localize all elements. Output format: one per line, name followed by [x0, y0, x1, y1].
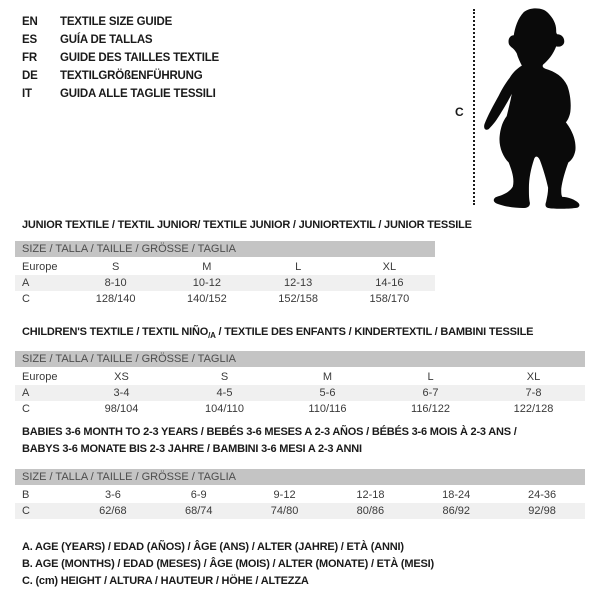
cell: 158/170	[369, 293, 410, 305]
title-prefix: CHILDREN'S TEXTILE / TEXTIL NIÑO	[22, 326, 209, 338]
section-title: JUNIOR TEXTILE / TEXTIL JUNIOR/ TEXTILE JUNIOR / JUNIORTEXTIL / JUNIOR TESSILE	[22, 219, 472, 231]
childrens-size-table	[15, 351, 585, 417]
lang-row-de	[22, 67, 219, 85]
section-title	[22, 424, 585, 458]
lang-code: FR	[22, 52, 37, 64]
title-suffix: / TEXTILE DES ENFANTS / KINDERTEXTIL / BAMBINI TESSILE	[215, 326, 534, 338]
legend-notes	[22, 539, 434, 590]
cell: 14-16	[375, 277, 404, 289]
title-line-2: BABYS 3-6 MONATE BIS 2-3 JAHRE / BAMBINI 3-6 MESI A 2-3 ANNI	[22, 443, 362, 455]
cell: 152/158	[278, 293, 318, 305]
cell: 3-6	[104, 489, 121, 501]
cell: 140/152	[186, 293, 227, 305]
size-header-row	[15, 469, 585, 486]
lang-code: EN	[22, 16, 38, 28]
size-header: SIZE / TALLA / TAILLE / GRÖSSE / TAGLIA	[15, 469, 585, 486]
height-measure-figure	[450, 5, 598, 210]
cell: 9-12	[273, 489, 296, 501]
note-age-years: A. AGE (YEARS) / EDAD (AÑOS) / ÂGE (ANS) / ALTER (JAHRE) / ETÀ (ANNI)	[22, 541, 404, 553]
row-label: C	[22, 505, 30, 517]
cell: 128/140	[95, 293, 136, 305]
size-header: SIZE / TALLA / TAILLE / GRÖSSE / TAGLIA	[15, 351, 585, 368]
lang-row-es	[22, 31, 219, 49]
cell: 4-5	[216, 387, 233, 400]
row-label: A	[22, 277, 30, 289]
lang-code: ES	[22, 34, 37, 46]
cell: 18-24	[442, 489, 471, 501]
cell: L	[295, 261, 302, 273]
table-row-age	[15, 275, 435, 291]
lang-row-it	[22, 85, 219, 103]
cell: 12-13	[284, 277, 313, 289]
row-label: Europe	[22, 371, 58, 384]
cell: 7-8	[525, 387, 542, 400]
cell: 10-12	[192, 277, 221, 289]
table-row-age	[15, 385, 585, 401]
lang-title: GUIDE DES TAILLES TEXTILE	[60, 52, 219, 64]
cell: 5-6	[319, 387, 336, 400]
cell: M	[322, 371, 333, 384]
cell: 6-7	[422, 387, 439, 400]
cell: 24-36	[528, 489, 557, 501]
size-header-row	[15, 241, 435, 258]
toddler-silhouette-icon	[481, 7, 593, 209]
table-row-europe	[15, 258, 435, 275]
lang-title: TEXTILGRÖßENFÜHRUNG	[60, 70, 203, 82]
cell: M	[202, 261, 212, 273]
lang-title: GUIDA ALLE TAGLIE TESSILI	[60, 88, 216, 100]
language-title-list	[22, 13, 219, 103]
lang-row-en	[22, 13, 219, 31]
cell: 104/110	[205, 403, 244, 416]
lang-title: GUÍA DE TALLAS	[60, 34, 153, 46]
junior-size-table	[15, 241, 435, 307]
cell: 122/128	[513, 403, 554, 416]
note-age-months: B. AGE (MONTHS) / EDAD (MESES) / ÂGE (MOIS) / ALTER (MONATE) / ETÀ (MESI)	[22, 558, 434, 570]
cell: 68/74	[184, 505, 213, 517]
cell: XL	[382, 261, 397, 273]
cell: S	[111, 261, 120, 273]
section-childrens-textile	[15, 326, 585, 417]
measure-c-label: C	[455, 105, 464, 119]
cell: 80/86	[356, 505, 385, 517]
row-label: C	[22, 403, 30, 416]
title-subscript: /A	[208, 331, 216, 341]
cell: 6-9	[190, 489, 207, 501]
babies-size-table	[15, 469, 585, 519]
row-label: A	[22, 387, 30, 400]
lang-title: TEXTILE SIZE GUIDE	[60, 16, 173, 28]
cell: XL	[526, 371, 541, 384]
section-junior-textile	[15, 219, 472, 307]
cell: 116/122	[411, 403, 450, 416]
row-label: Europe	[22, 261, 58, 273]
row-label: B	[22, 489, 30, 501]
cell: 3-4	[113, 387, 130, 400]
table-row-height	[15, 291, 435, 307]
table-row-europe	[15, 368, 585, 385]
row-label: C	[22, 293, 30, 305]
cell: 86/92	[442, 505, 470, 517]
note-height-cm: C. (cm) HEIGHT / ALTURA / HAUTEUR / HÖHE / ALTEZZA	[22, 575, 309, 587]
title-line-1: BABIES 3-6 MONTH TO 2-3 YEARS / BEBÉS 3-6 MESES A 2-3 AÑOS / BÉBÉS 3-6 MOIS À 2-3 ANS /	[22, 426, 517, 438]
lang-row-fr	[22, 49, 219, 67]
cell: 98/104	[104, 403, 139, 416]
cell: 92/98	[528, 505, 556, 517]
size-header: SIZE / TALLA / TAILLE / GRÖSSE / TAGLIA	[15, 241, 435, 258]
table-row-height	[15, 503, 585, 519]
lang-code: DE	[22, 70, 38, 82]
cell: XS	[114, 371, 129, 384]
table-row-age-months	[15, 486, 585, 503]
cell: 8-10	[104, 277, 127, 289]
size-header-row	[15, 351, 585, 368]
lang-code: IT	[22, 88, 32, 100]
section-title	[22, 326, 585, 342]
height-dotted-line	[473, 9, 475, 205]
cell: 74/80	[270, 505, 299, 517]
cell: S	[220, 371, 229, 384]
cell: 62/68	[99, 505, 127, 517]
cell: 12-18	[356, 489, 385, 501]
cell: L	[427, 371, 434, 384]
cell: 110/116	[308, 403, 347, 416]
table-row-height	[15, 401, 585, 417]
section-babies-textile	[15, 424, 585, 519]
